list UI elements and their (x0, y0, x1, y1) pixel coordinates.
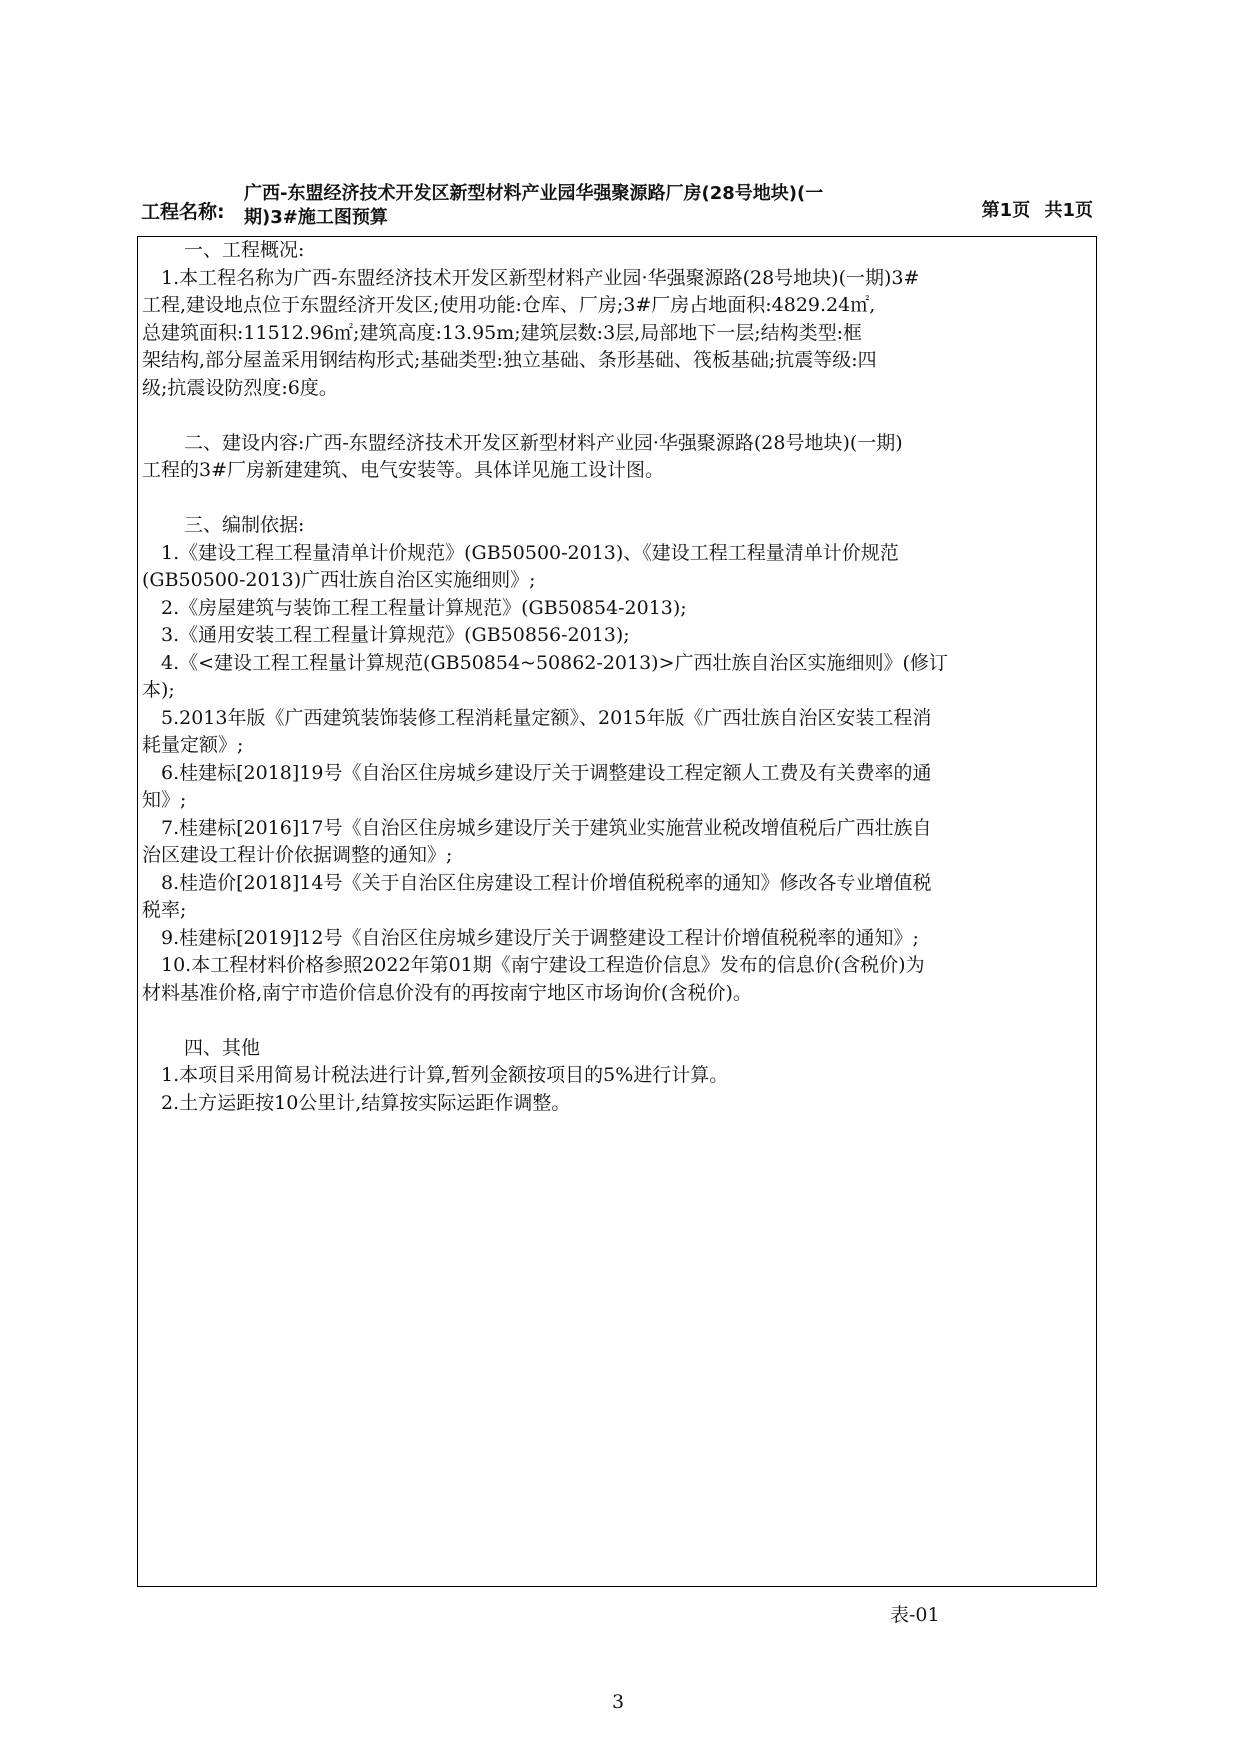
section-1-paragraph-line: 总建筑面积:11512.96㎡;建筑高度:13.95m;建筑层数:3层,局部地下一层;结构类型:框 (142, 321, 863, 344)
section-4-heading: 四、其他 (184, 1036, 261, 1059)
other-item-1: 1.本项目采用简易计税法进行计算,暂列金额按项目的5%进行计算。 (161, 1064, 729, 1086)
basis-item-8-cont: 税率; (142, 899, 187, 921)
page-number: 3 (612, 1691, 625, 1713)
description-body (138, 237, 1096, 1117)
description-table (137, 236, 1097, 1587)
basis-item-3: 3.《通用安装工程工程量计算规范》(GB50856-2013); (161, 624, 630, 646)
section-1-paragraph-line: 工程,建设地点位于东盟经济开发区;使用功能:仓库、厂房;3#厂房占地面积:4829.24㎡, (142, 294, 876, 316)
basis-item-1: 1.《建设工程工程量清单计价规范》(GB50500-2013)、《建设工程工程量清单计价规范 (161, 541, 899, 564)
section-1-paragraph-line: 架结构,部分屋盖采用钢结构形式;基础类型:独立基础、条形基础、筏板基础;抗震等级:四 (142, 349, 877, 371)
basis-item-10: 10.本工程材料价格参照2022年第01期《南宁建设工程造价信息》发布的信息价(含税价)为 (161, 954, 925, 976)
spacer (138, 1007, 1096, 1035)
basis-item-1-cont: (GB50500-2013)广西壮族自治区实施细则》; (142, 569, 536, 591)
spacer (138, 485, 1096, 513)
spacer (138, 402, 1096, 430)
basis-item-5: 5.2013年版《广西建筑装饰装修工程消耗量定额》、2015年版《广西壮族自治区安装工程消 (161, 706, 932, 729)
section-1-paragraph-line: 1.本工程名称为广西-东盟经济技术开发区新型材料产业园·华强聚源路(28号地块)(一期)3# (161, 266, 920, 289)
project-name (244, 182, 1064, 230)
document-header (137, 182, 1097, 234)
basis-item-9: 9.桂建标[2019]12号《自治区住房城乡建设厅关于调整建设工程计价增值税税率的通知》; (161, 926, 919, 949)
project-name-line-2: 期)3#施工图预算 (244, 207, 388, 228)
basis-item-7-cont: 治区建设工程计价依据调整的通知》; (142, 844, 453, 866)
section-2-line: 二、建设内容:广西-东盟经济技术开发区新型材料产业园·华强聚源路(28号地块)(一期) (184, 431, 903, 454)
section-1-paragraph-line: 级;抗震设防烈度:6度。 (142, 376, 338, 399)
other-item-2: 2.土方运距按10公里计,结算按实际运距作调整。 (161, 1091, 571, 1114)
project-name-label: 工程名称: (141, 201, 225, 223)
project-name-line-1: 广西-东盟经济技术开发区新型材料产业园华强聚源路厂房(28号地块)(一 (244, 183, 824, 204)
basis-item-7: 7.桂建标[2016]17号《自治区住房城乡建设厅关于建筑业实施营业税改增值税后广西壮族自 (161, 816, 932, 839)
basis-item-5-cont: 耗量定额》; (142, 734, 244, 756)
basis-item-4-cont: 本); (142, 679, 175, 701)
basis-item-4: 4.《<建设工程工程量计算规范(GB50854~50862-2013)>广西壮族自治区实施细则》(修订 (161, 651, 948, 674)
basis-item-6-cont: 知》; (142, 789, 187, 811)
basis-item-6: 6.桂建标[2018]19号《自治区住房城乡建设厅关于调整建设工程定额人工费及有关费率的通 (161, 761, 932, 784)
basis-item-2: 2.《房屋建筑与装饰工程工程量计算规范》(GB50854-2013); (161, 596, 687, 619)
section-3-heading: 三、编制依据: (184, 514, 305, 536)
page-info: 第1页 共1页 (981, 200, 1093, 221)
basis-item-8: 8.桂造价[2018]14号《关于自治区住房建设工程计价增值税税率的通知》修改各专业增值税 (161, 871, 932, 894)
section-1-heading: 一、工程概况: (184, 239, 305, 261)
section-2-line: 工程的3#厂房新建建筑、电气安装等。具体详见施工设计图。 (142, 459, 665, 481)
basis-item-10-cont: 材料基准价格,南宁市造价信息价没有的再按南宁地区市场询价(含税价)。 (142, 981, 752, 1004)
table-number: 表-01 (890, 1604, 940, 1626)
